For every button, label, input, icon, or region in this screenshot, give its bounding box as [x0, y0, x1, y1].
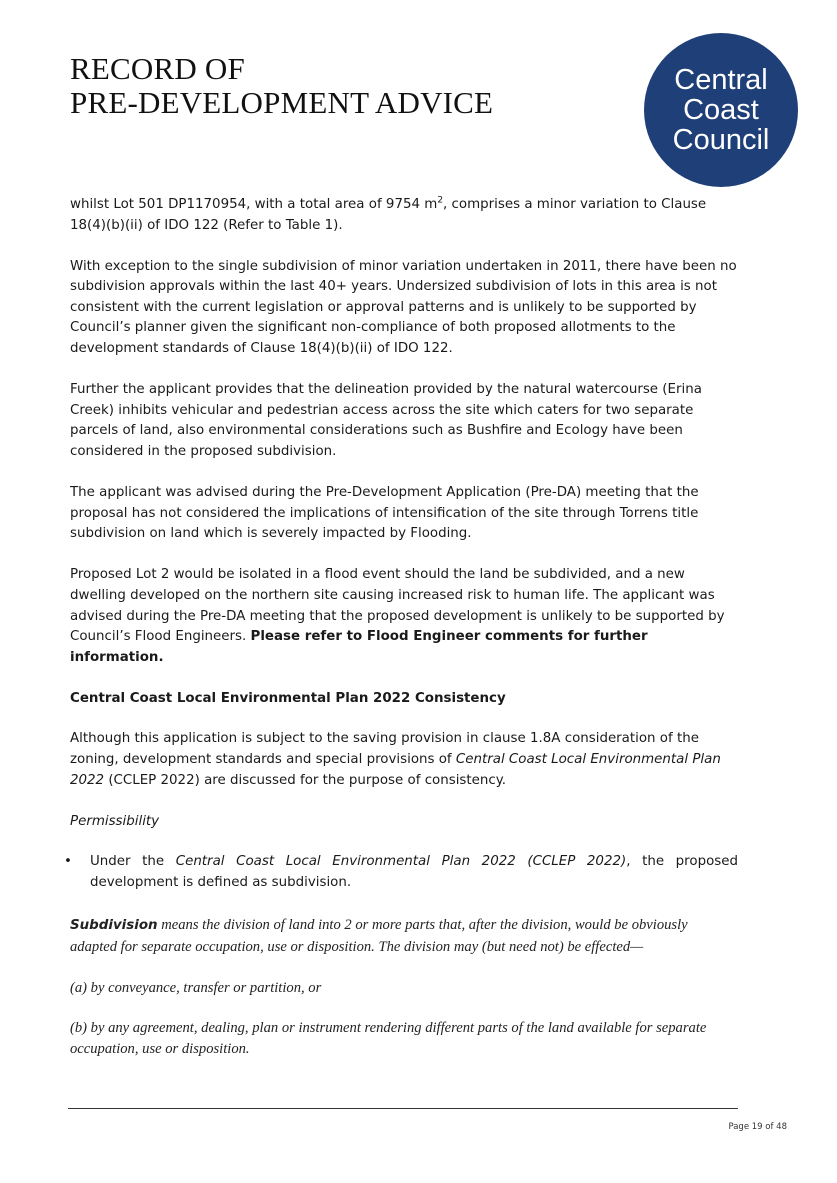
list-item: • Under the Central Coast Local Environmental Plan 2022 (CCLEP 2022), the proposed development is defined as subdivision.: [64, 854, 738, 890]
title-line-1: RECORD OF: [70, 51, 245, 86]
logo-line-2: Coast: [683, 94, 759, 126]
document-title: [70, 52, 493, 120]
logo-line-3: Council: [672, 124, 770, 156]
title-line-2: PRE-DEVELOPMENT ADVICE: [70, 85, 494, 120]
bullet-icon: •: [64, 854, 72, 870]
paragraph-flood-risk: Proposed Lot 2 would be isolated in a flood event should the land be subdivided, and a new dwelling developed on the northern site causing increased risk to human life. The applicant was advised during the Pre-DA meeting that the proposed development is unlikely to be supported by Council’s Flood Engineers. Please refer to Flood Engineer comments for further information.: [70, 567, 725, 665]
document-body: [64, 195, 738, 1079]
paragraph-consistency: Although this application is subject to the saving provision in clause 1.8A consideration of the zoning, development standards and special provisions of Central Coast Local Environmental Plan 2022 (CCLEP 2022) are discussed for the purpose of consistency.: [70, 731, 721, 788]
page-number: Page 19 of 48: [728, 1122, 787, 1132]
council-logo: [644, 33, 798, 187]
permissibility-subheading: Permissibility: [70, 813, 160, 829]
footer-divider: [68, 1108, 738, 1109]
definition-item-b: (b) by any agreement, dealing, plan or instrument rendering different parts of the land available for separate occupation, use or disposition.: [70, 1020, 707, 1057]
flood-engineer-note: Please refer to Flood Engineer comments for further information.: [70, 629, 648, 665]
paragraph-pre-da-advice: The applicant was advised during the Pre-Development Application (Pre-DA) meeting that the proposal has not considered the implications of intensification of the site through Torrens title subdivision on land which is severely impacted by Flooding.: [70, 485, 699, 542]
paragraph-subdivision-history: With exception to the single subdivision of minor variation undertaken in 2011, there have been no subdivision approvals within the last 40+ years. Undersized subdivision of lots in this area is not consistent with the current legislation or approval patterns and is unlikely to be supported by Council’s planner given the significant non-compliance of both proposed allotments to the development standards of Clause 18(4)(b)(ii) of IDO 122.: [70, 258, 737, 357]
paragraph-lot-501: whilst Lot 501 DP1170954, with a total area of 9754 $m^2$, comprises a minor variation to Clause 18(4)(b)(ii) of IDO 122 (Refer to Table 1).: [70, 195, 707, 233]
paragraph-watercourse: Further the applicant provides that the delineation provided by the natural watercourse (Erina Creek) inhibits vehicular and pedestrian access across the site which caters for two separate parcels of land, also environmental considerations such as Bushfire and Ecology have been considered in the proposed subdivision.: [70, 382, 702, 459]
definition-item-a: (a) by conveyance, transfer or partition, or: [70, 979, 322, 996]
definition-term: Subdivision: [70, 918, 158, 934]
logo-line-1: Central: [674, 64, 768, 96]
subdivision-definition: Subdivision means the division of land into 2 or more parts that, after the division, would be obviously adapted for separate occupation, use or disposition. The division may (but need not) be effected—: [70, 917, 688, 955]
section-heading: Central Coast Local Environmental Plan 2022 Consistency: [70, 690, 506, 706]
